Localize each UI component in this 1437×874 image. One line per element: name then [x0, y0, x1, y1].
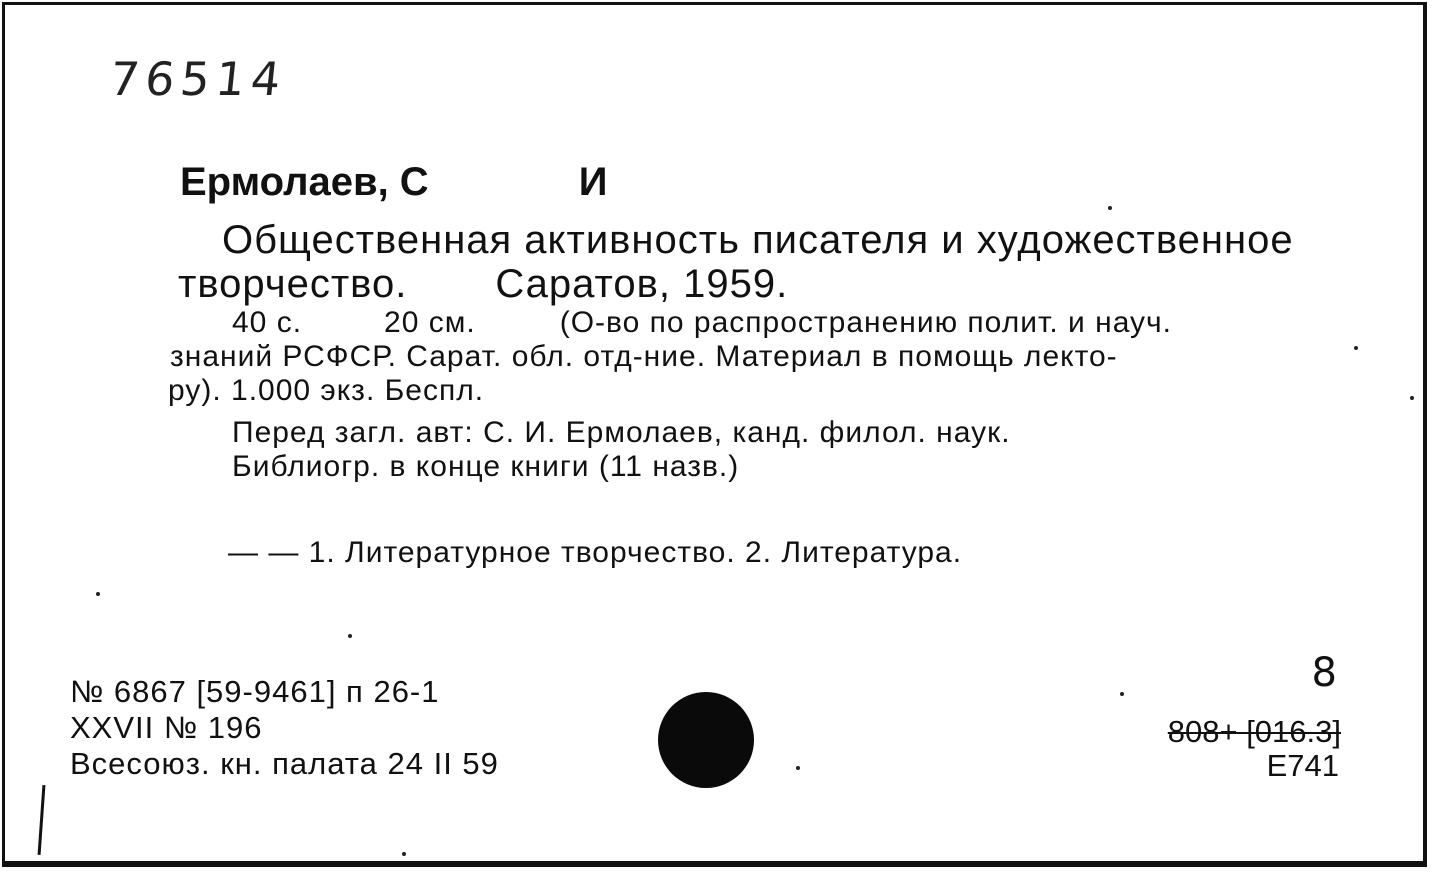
publication-place-year: Саратов, 1959. — [495, 262, 789, 306]
registration-line-3: Всесоюз. кн. палата 24 II 59 — [70, 746, 499, 781]
author-note: Перед загл. авт: С. И. Ермолаев, канд. филол. наук. — [232, 416, 1011, 449]
author-heading — [180, 160, 607, 205]
speck — [1354, 346, 1358, 350]
punch-hole — [658, 692, 754, 788]
author-surname-initial: Ермолаев, С — [180, 160, 429, 204]
registration-line-1: № 6867 [59-9461] п 26-1 — [70, 674, 440, 709]
title-end: творчество. — [178, 262, 408, 306]
speck — [1120, 692, 1124, 696]
classification-number: 8 — [1311, 650, 1337, 696]
speck — [348, 634, 352, 638]
struck-classification: 808+ [016.3] — [1167, 714, 1341, 749]
title-line-2 — [178, 262, 788, 307]
registration-line-2: XXVII № 196 — [70, 710, 263, 745]
speck — [402, 852, 406, 856]
collation-line-2: знаний РСФСР. Сарат. обл. отд-ние. Материал в помощь лекто- — [170, 340, 1118, 373]
page-count: 40 с. — [232, 306, 303, 339]
collation-line-1 — [232, 306, 1172, 340]
classification-code: Е741 — [1266, 748, 1339, 783]
collation-line-3: ру). 1.000 экз. Беспл. — [168, 374, 485, 407]
subject-headings: — — 1. Литературное творчество. 2. Литература. — [228, 536, 963, 569]
speck — [1410, 396, 1414, 400]
speck — [796, 766, 800, 770]
bibliography-note: Библиогр. в конце книги (11 назв.) — [232, 450, 740, 483]
book-size: 20 см. — [384, 306, 476, 339]
speck — [1108, 206, 1112, 210]
speck — [96, 592, 100, 596]
author-second-initial: И — [578, 160, 608, 204]
handwritten-inventory-number: 76514 — [107, 52, 290, 106]
series-note-start: (О-во по распространению полит. и науч. — [559, 306, 1173, 339]
title-line-1: Общественная активность писателя и художественное — [222, 218, 1294, 262]
